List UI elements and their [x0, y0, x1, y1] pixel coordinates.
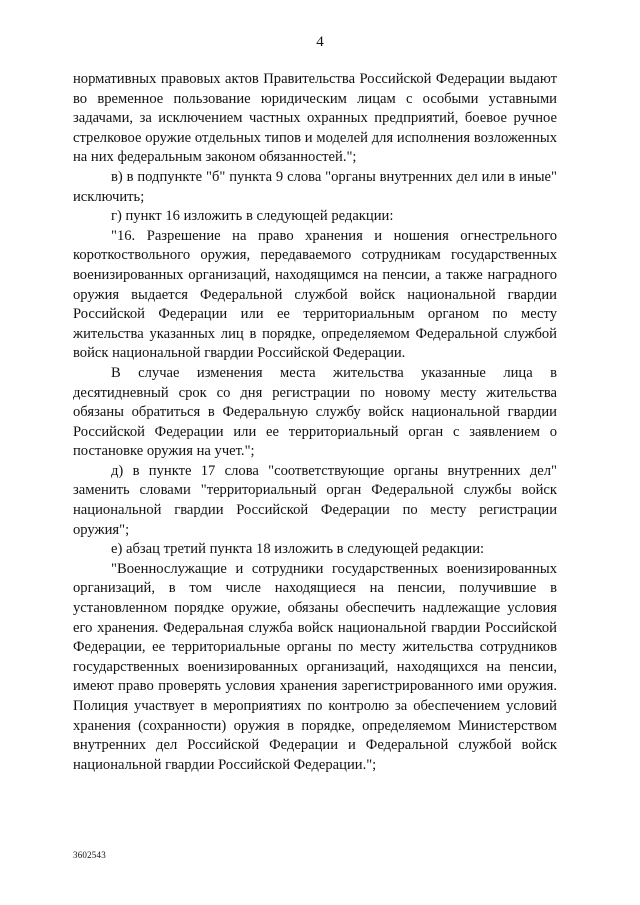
paragraph-item-v: в) в подпункте "б" пункта 9 слова "органы внутренних дел или в иные" исключить; [73, 168, 557, 205]
paragraph-clause-16-part-2: В случае изменения места жительства указанные лица в десятидневный срок со дня регистрации по новому месту жительства обязаны обратиться в Федеральную службу войск национальной гвардии Российской Федерации или ее территориальный орган с заявлением о постановке оружия на учет."; [73, 364, 557, 460]
paragraph-item-g: г) пункт 16 изложить в следующей редакции: [111, 208, 394, 225]
paragraph-item-e: е) абзац третий пункта 18 изложить в следующей редакции: [111, 541, 485, 558]
document-id: 3602543 [73, 850, 106, 860]
paragraph-clause-18: "Военнослужащие и сотрудники государственных военизированных организаций, в том числе находящиеся на пенсии, получившие в установленном порядке оружие, обязаны обеспечить надлежащие условия его хранения. Федеральная служба войск национальной гвардии Российской Федерации, ее территориальные органы по месту жительства сотрудников государственных военизированных организаций, находящихся на пенсии, имеют право проверять условия хранения зарегистрированного ими оружия. Полиция участвует в мероприятиях по контролю за обеспечением условий хранения (сохранности) оружия в порядке, определяемом Министерством внутренних дел Российской Федерации и Федеральной службой войск национальной гвардии Российской Федерации."; [73, 560, 557, 773]
paragraph-clause-16: "16. Разрешение на право хранения и ношения огнестрельного короткоствольного оружия, передаваемого сотрудникам государственных военизированных организаций, находящимся на пенсии, а также наградного оружия выдается Федеральной службой войск национальной гвардии Российской Федерации или ее территориальным органом по месту жительства указанных лиц в порядке, определяемом Федеральной службой войск национальной гвардии Российской Федерации. [73, 227, 557, 362]
document-body [73, 70, 557, 775]
paragraph-item-d: д) в пункте 17 слова "соответствующие органы внутренних дел" заменить словами "территориальный орган Федеральной службы войск национальной гвардии Российской Федерации по месту регистрации оружия"; [73, 462, 557, 538]
page-number: 4 [316, 34, 324, 50]
paragraph-continuation: нормативных правовых актов Правительства Российской Федерации выдают во временное пользование юридическим лицам с особыми уставными задачами, за исключением частных охранных предприятий, боевое ручное стрелковое оружие отдельных типов и моделей для исполнения возложенных на них федеральным законом обязанностей."; [73, 71, 557, 166]
